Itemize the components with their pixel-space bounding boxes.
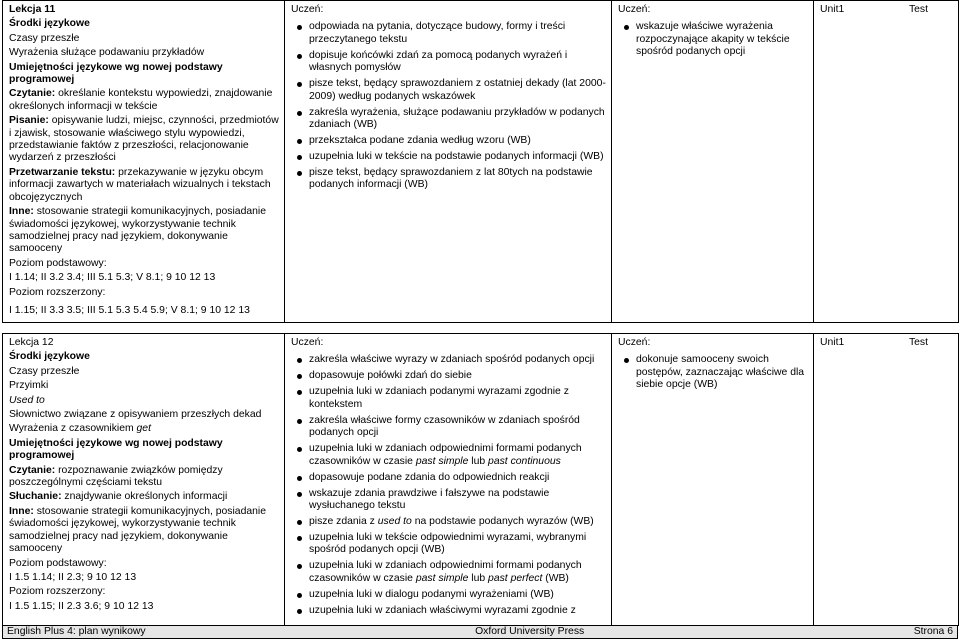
- srodki-item: Wyrażenia z czasownikiem get: [9, 423, 151, 435]
- extended-outcomes-list: [618, 21, 808, 58]
- poziom-rozszerzony-value: I 1.5 1.15; II 2.3 3.6; 9 10 12 13: [9, 600, 154, 612]
- uczen-label: Uczeń:: [291, 4, 324, 15]
- list-item: uzupełnia luki w tekście odpowiednimi wyrazami, wybranymi spośród podanych opcji (WB): [291, 532, 606, 557]
- list-item: zakreśla właściwe formy czasowników w zdaniach spośród podanych opcji: [291, 415, 606, 440]
- outcomes-list: [291, 21, 606, 191]
- lesson-12-assessment-cell: [814, 334, 959, 626]
- uczen-label: Uczeń:: [618, 337, 651, 348]
- list-item: wskazuje zdania prawdziwe i fałszywe na podstawie wysłuchanego tekstu: [291, 488, 606, 513]
- list-item: uzupełnia luki w zdaniach odpowiednimi formami podanych czasowników w czasie past simple lub past continuous: [291, 443, 606, 468]
- poziom-podstawowy-value: I 1.14; II 3.2 3.4; III 5.1 5.3; V 8.1; 9 10 12 13: [9, 272, 216, 284]
- lesson-title: Lekcja 12: [9, 337, 54, 348]
- list-item: uzupełnia luki w zdaniach podanymi wyrazami zgodnie z kontekstem: [291, 386, 606, 411]
- skill-item: Pisanie: opisywanie ludzi, miejsc, czynności, przedmiotów i zjawisk, stosowanie właściwego stylu wypowiedzi, przedstawianie faktów z przeszłości, relacjonowanie wydarzeń z przeszłości: [9, 115, 279, 164]
- poziom-rozszerzony-label: Poziom rozszerzony:: [9, 286, 106, 298]
- skill-item: Czytanie: rozpoznawanie związków pomiędzy poszczególnymi częściami tekstu: [9, 464, 223, 489]
- lesson-11-content-cell: [3, 1, 285, 323]
- footer-publisher: Oxford University Press: [475, 625, 585, 637]
- lesson-12-content-cell: [3, 334, 285, 626]
- lesson-11-outcomes-cell: [285, 1, 612, 323]
- list-item: dopasowuje połówki zdań do siebie: [291, 370, 606, 382]
- poziom-rozszerzony-value: I 1.15; II 3.3 3.5; III 5.1 5.3 5.4 5.9; V 8.1; 9 10 12 13: [9, 304, 250, 316]
- uczen-label: Uczeń:: [291, 337, 324, 348]
- page-footer: [2, 625, 958, 639]
- poziom-rozszerzony-label: Poziom rozszerzony:: [9, 586, 106, 598]
- list-item: zakreśla właściwe wyrazy w zdaniach spośród podanych opcji: [291, 354, 606, 366]
- srodki-heading: Środki językowe: [9, 18, 90, 30]
- lesson-11-assessment-cell: [814, 1, 959, 323]
- poziom-podstawowy-value: I 1.5 1.14; II 2.3; 9 10 12 13: [9, 571, 137, 583]
- uczen-label: Uczeń:: [618, 4, 651, 15]
- skills-heading: Umiejętności językowe wg nowej podstawy programowej: [9, 61, 223, 86]
- skill-item: Inne: stosowanie strategii komunikacyjnych, posiadanie świadomości językowej, wykorzystywanie technik samodzielnej pracy nad językiem, dokonywanie samooceny: [9, 206, 267, 255]
- outcomes-list: [291, 354, 606, 617]
- extended-outcomes-list: [618, 354, 808, 391]
- list-item: pisze zdania z used to na podstawie podanych wyrazów (WB): [291, 516, 606, 528]
- unit-label: Unit1: [820, 337, 845, 348]
- lesson-12-row: [2, 333, 959, 626]
- test-label: Test: [908, 337, 928, 348]
- skill-item: Czytanie: określanie kontekstu wypowiedzi, znajdowanie określonych informacji w tekście: [9, 88, 273, 112]
- list-item: przekształca podane zdania według wzoru (WB): [291, 135, 606, 147]
- list-item: dopasowuje podane zdania do odpowiednich reakcji: [291, 472, 606, 484]
- list-item: pisze tekst, będący sprawozdaniem z lat 80tych na podstawie podanych informacji (WB): [291, 167, 606, 192]
- list-item: dokonuje samooceny swoich postępów, zaznaczając właściwe dla siebie opcje (WB): [618, 354, 808, 391]
- footer-page-number: Strona 6: [913, 625, 953, 637]
- skill-item: Przetwarzanie tekstu: przekazywanie w języku obcym informacji zawartych w materiałach wizualnych i tekstach obcojęzycznych: [9, 166, 271, 203]
- list-item: zakreśla wyrażenia, służące podawaniu przykładów w podanych zdaniach (WB): [291, 107, 606, 132]
- srodki-item: Czasy przeszłe: [9, 32, 80, 44]
- skill-item: Słuchanie: znajdywanie określonych informacji: [9, 491, 228, 503]
- unit-label: Unit1: [820, 4, 845, 15]
- lesson-11-extended-cell: [612, 1, 814, 323]
- lesson-11-row: [2, 0, 959, 323]
- srodki-item: Słownictwo związane z opisywaniem przeszłych dekad: [9, 409, 262, 421]
- skill-item: Inne: stosowanie strategii komunikacyjnych, posiadanie świadomości językowej, wykorzystywanie technik samodzielnej pracy nad językiem, dokonywanie samooceny: [9, 505, 267, 555]
- list-item: pisze tekst, będący sprawozdaniem z ostatniej dekady (lat 2000-2009) według podanych wskazówek: [291, 78, 606, 103]
- test-label: Test: [908, 4, 928, 15]
- lesson-12-outcomes-cell: [285, 334, 612, 626]
- list-item: wskazuje właściwe wyrażenia rozpoczynające akapity w tekście spośród podanych opcji: [618, 21, 808, 58]
- lesson-12-extended-cell: [612, 334, 814, 626]
- srodki-item: Czasy przeszłe: [9, 365, 80, 377]
- footer-title: English Plus 4: plan wynikowy: [7, 625, 146, 637]
- list-item: dopisuje końcówki zdań za pomocą podanych wyrażeń i własnych pomysłów: [291, 50, 606, 75]
- srodki-item: Used to: [9, 394, 45, 406]
- poziom-podstawowy-label: Poziom podstawowy:: [9, 557, 107, 569]
- srodki-item: Wyrażenia służące podawaniu przykładów: [9, 47, 205, 59]
- list-item: uzupełnia luki w tekście na podstawie podanych informacji (WB): [291, 151, 606, 163]
- poziom-podstawowy-label: Poziom podstawowy:: [9, 257, 107, 269]
- srodki-item: Przyimki: [9, 380, 49, 392]
- srodki-heading: Środki językowe: [9, 351, 90, 363]
- list-item: odpowiada na pytania, dotyczące budowy, formy i treści przeczytanego tekstu: [291, 21, 606, 46]
- skills-heading: Umiejętności językowe wg nowej podstawy programowej: [9, 437, 223, 462]
- lesson-title: Lekcja 11: [9, 4, 56, 15]
- list-item: uzupełnia luki w zdaniach właściwymi wyrazami zgodnie z: [291, 605, 606, 617]
- list-item: uzupełnia luki w zdaniach odpowiednimi formami podanych czasowników w czasie past simple lub past perfect (WB): [291, 560, 606, 585]
- list-item: uzupełnia luki w dialogu podanymi wyrażeniami (WB): [291, 589, 606, 601]
